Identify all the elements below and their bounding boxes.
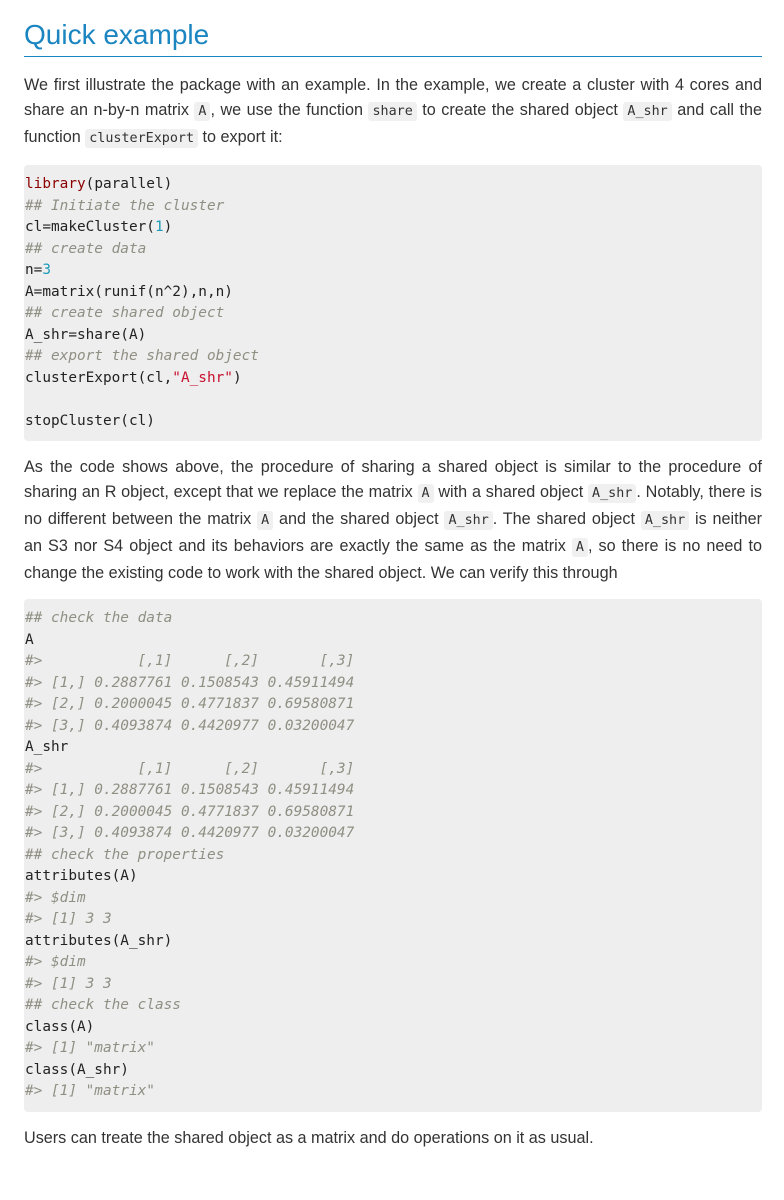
- intro-paragraph: [24, 73, 762, 151]
- code-text: ): [163, 219, 173, 236]
- intro-text-1: We first illustrate the package with an example. In the example, we create a cluster with 4 cores and share an n-by-n matrix: [24, 76, 762, 119]
- code-text: ): [232, 369, 242, 386]
- code-text: cl=makeCluster(: [25, 219, 155, 236]
- code-keyword: library: [25, 176, 86, 193]
- code-comment: #> [3,] 0.4093874 0.4420977 0.03200047: [25, 825, 355, 842]
- code-line: A_shr=share(A): [25, 326, 147, 343]
- code-number: 3: [42, 262, 51, 279]
- code-comment: ## check the properties: [25, 846, 225, 863]
- code-comment: ## check the data: [25, 610, 173, 627]
- inline-code-A_shr: A_shr: [588, 484, 636, 503]
- inline-code-A: A: [418, 484, 434, 503]
- code-comment: ## export the shared object: [25, 348, 259, 365]
- article: [24, 0, 762, 1151]
- inline-code-A_shr: A_shr: [444, 511, 492, 530]
- code-line: A: [25, 631, 34, 648]
- inline-code-share: share: [368, 102, 416, 121]
- closing-paragraph: Users can treate the shared object as a matrix and do operations on it as usual.: [24, 1128, 594, 1147]
- code-line: [24, 260, 762, 282]
- code-text: n=: [25, 262, 43, 279]
- code-line: stopCluster(cl): [25, 412, 155, 429]
- section-heading: Quick example: [24, 16, 762, 57]
- code-comment: #> [,1] [,2] [,3]: [25, 760, 355, 777]
- code-number: 1: [154, 219, 164, 236]
- code-comment: #> [1,] 0.2887761 0.1508543 0.45911494: [25, 674, 355, 691]
- code-block-setup: [24, 165, 762, 441]
- text: , so there is no need to change the existing code to work with the shared object. We can verify this through: [24, 536, 762, 582]
- code-line: class(A): [25, 1018, 95, 1035]
- code-comment: ## create shared object: [25, 305, 225, 322]
- text: . Notably, there is no different between the matrix: [24, 483, 762, 528]
- inline-code-A_shr: A_shr: [641, 511, 689, 530]
- code-comment: #> [,1] [,2] [,3]: [25, 653, 355, 670]
- code-line: [24, 174, 762, 196]
- code-line: attributes(A_shr): [25, 932, 173, 949]
- code-text: (parallel): [85, 176, 173, 193]
- code-line: [24, 217, 762, 239]
- code-comment: ## check the class: [25, 997, 181, 1014]
- inline-code-A: A: [194, 102, 210, 121]
- text: . The shared object: [492, 509, 641, 528]
- intro-text-2: , we use the function: [210, 100, 369, 119]
- code-comment: #> $dim: [25, 954, 86, 971]
- code-comment: #> [1] "matrix": [25, 1040, 155, 1057]
- code-blank-line: [24, 389, 762, 411]
- inline-code-A: A: [572, 538, 588, 557]
- code-line: attributes(A): [25, 868, 138, 885]
- code-comment: #> [2,] 0.2000045 0.4771837 0.69580871: [25, 803, 355, 820]
- text: As the code shows above, the procedure of sharing a shared object is similar to the procedure of sharing an R object, except that we replace the matrix: [24, 458, 762, 502]
- text: with a shared object: [433, 483, 589, 502]
- code-comment: ## create data: [25, 240, 147, 257]
- code-comment: #> [1] "matrix": [25, 1083, 155, 1100]
- code-comment: #> [1] 3 3: [25, 911, 112, 928]
- text: and the shared object: [273, 509, 445, 528]
- code-comment: #> [2,] 0.2000045 0.4771837 0.69580871: [25, 696, 355, 713]
- inline-code-clusterExport: clusterExport: [85, 129, 198, 148]
- inline-code-A: A: [257, 511, 273, 530]
- code-line: class(A_shr): [25, 1061, 129, 1078]
- intro-text-3: to create the shared object: [416, 100, 624, 119]
- code-string: "A_shr": [172, 369, 233, 386]
- code-line: [24, 368, 762, 390]
- code-comment: #> $dim: [25, 889, 86, 906]
- explanation-paragraph: [24, 455, 762, 585]
- text: is neither an S3 nor S4 object and its behaviors are exactly the same as the matrix: [24, 509, 762, 555]
- intro-text-5: to export it:: [198, 127, 283, 146]
- code-line: A_shr: [25, 739, 69, 756]
- code-comment: #> [3,] 0.4093874 0.4420977 0.03200047: [25, 717, 355, 734]
- code-comment: ## Initiate the cluster: [25, 197, 225, 214]
- code-text: clusterExport(cl,: [25, 369, 173, 386]
- code-block-verify: [24, 599, 762, 1112]
- code-line: A=matrix(runif(n^2),n,n): [25, 283, 233, 300]
- inline-code-A_shr: A_shr: [623, 102, 671, 121]
- intro-text-4: and call the function: [24, 100, 763, 146]
- code-comment: #> [1] 3 3: [25, 975, 112, 992]
- code-comment: #> [1,] 0.2887761 0.1508543 0.45911494: [25, 782, 355, 799]
